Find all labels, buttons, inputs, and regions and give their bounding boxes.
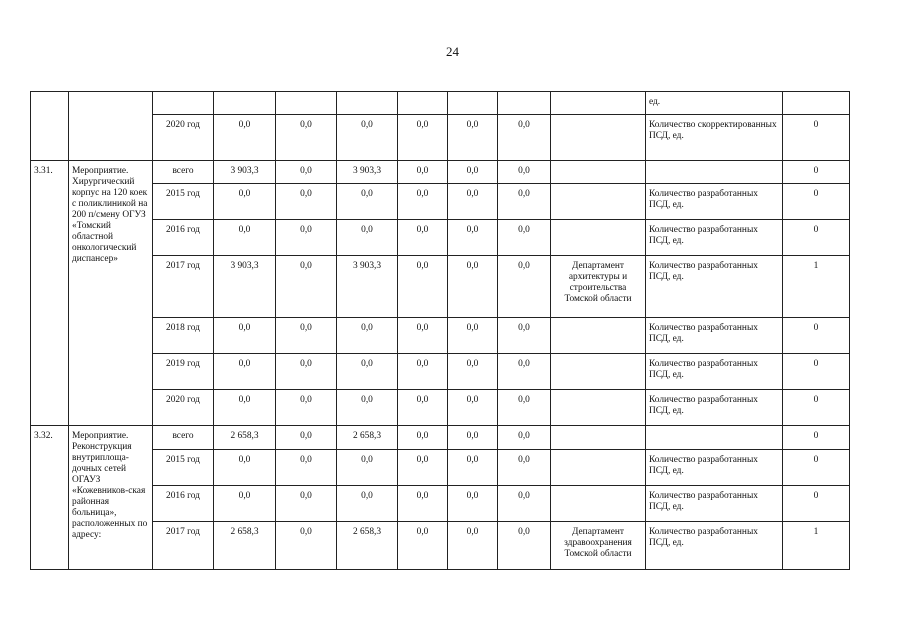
value-cell: 2 658,3 — [214, 522, 276, 570]
value-cell: 3 903,3 — [214, 161, 276, 184]
value-cell: 0,0 — [398, 115, 448, 161]
value-cell: 0,0 — [214, 115, 276, 161]
value-cell: 0,0 — [398, 184, 448, 220]
year-cell: 2016 год — [153, 220, 214, 256]
value-cell: 0,0 — [214, 354, 276, 390]
value-cell: 0,0 — [498, 318, 551, 354]
value-cell: 0,0 — [498, 354, 551, 390]
value-cell: 0,0 — [448, 354, 498, 390]
indicator-cell: Количество скорректированных ПСД, ед. — [646, 115, 783, 161]
value-cell: 0,0 — [448, 184, 498, 220]
value-cell: 0,0 — [276, 486, 337, 522]
value-cell: 0,0 — [214, 220, 276, 256]
table-row — [31, 92, 850, 115]
target-cell: 0 — [783, 220, 850, 256]
value-cell: 0,0 — [337, 354, 398, 390]
value-cell: 0,0 — [498, 256, 551, 318]
section-title: Мероприятие. Реконструкция внутриплоща-дочных сетей ОГАУЗ «Кожевников-ская районная больница», расположенных по адресу: — [69, 426, 153, 570]
value-cell: 0,0 — [498, 522, 551, 570]
value-cell: 0,0 — [398, 390, 448, 426]
table-row — [31, 450, 850, 486]
value-cell: 0,0 — [448, 161, 498, 184]
value-cell: 0,0 — [398, 354, 448, 390]
value-cell: 0,0 — [498, 450, 551, 486]
value-cell: 0,0 — [398, 161, 448, 184]
value-cell: 0,0 — [276, 256, 337, 318]
value-cell: 0,0 — [276, 354, 337, 390]
year-cell: 2020 год — [153, 390, 214, 426]
year-cell: 2015 год — [153, 184, 214, 220]
year-cell: всего — [153, 426, 214, 450]
value-cell: 3 903,3 — [337, 161, 398, 184]
table-row — [31, 115, 850, 161]
executor-cell — [551, 161, 646, 184]
value-cell: 0,0 — [214, 184, 276, 220]
value-cell: 0,0 — [498, 184, 551, 220]
indicator-cell: Количество разработанных ПСД, ед. — [646, 318, 783, 354]
value-cell: 0,0 — [337, 486, 398, 522]
target-cell: 0 — [783, 486, 850, 522]
value-cell: 0,0 — [448, 220, 498, 256]
indicator-cell: Количество разработанных ПСД, ед. — [646, 486, 783, 522]
year-cell: 2017 год — [153, 256, 214, 318]
value-cell: 0,0 — [398, 318, 448, 354]
table-body — [31, 92, 850, 570]
year-cell: 2017 год — [153, 522, 214, 570]
value-cell: 0,0 — [276, 184, 337, 220]
year-cell: 2016 год — [153, 486, 214, 522]
target-cell: 0 — [783, 450, 850, 486]
value-cell: 2 658,3 — [337, 426, 398, 450]
value-cell: 0,0 — [337, 318, 398, 354]
target-cell: 0 — [783, 354, 850, 390]
value-cell: 0,0 — [276, 220, 337, 256]
year-cell: 2019 год — [153, 354, 214, 390]
value-cell: 0,0 — [398, 522, 448, 570]
target-cell: 0 — [783, 115, 850, 161]
value-cell: 3 903,3 — [214, 256, 276, 318]
value-cell: 0,0 — [498, 486, 551, 522]
value-cell: 0,0 — [337, 115, 398, 161]
table-row — [31, 318, 850, 354]
target-cell: 0 — [783, 318, 850, 354]
table-row — [31, 522, 850, 570]
value-cell: 0,0 — [398, 450, 448, 486]
value-cell: 0,0 — [448, 390, 498, 426]
executor-cell — [551, 390, 646, 426]
indicator-cell: Количество разработанных ПСД, ед. — [646, 354, 783, 390]
value-cell: 0,0 — [448, 522, 498, 570]
executor-cell — [551, 426, 646, 450]
value-cell: 0,0 — [276, 522, 337, 570]
value-cell: 0,0 — [276, 450, 337, 486]
year-cell: 2015 год — [153, 450, 214, 486]
value-cell: 0,0 — [498, 220, 551, 256]
executor-cell — [551, 354, 646, 390]
value-cell: 0,0 — [398, 486, 448, 522]
value-cell: 0,0 — [398, 220, 448, 256]
indicator-cell — [646, 426, 783, 450]
continued-number-cell — [31, 92, 69, 161]
page-number: 24 — [446, 44, 459, 59]
value-cell: 0,0 — [448, 256, 498, 318]
value-cell: 0,0 — [398, 426, 448, 450]
value-cell: 0,0 — [498, 390, 551, 426]
table-row — [31, 390, 850, 426]
executor-cell: Департамент здравоохранения Томской области — [551, 522, 646, 570]
indicator-cell: Количество разработанных ПСД, ед. — [646, 220, 783, 256]
indicator-cell — [646, 161, 783, 184]
program-table — [30, 91, 850, 570]
value-cell: 0,0 — [276, 426, 337, 450]
value-cell: 0,0 — [448, 115, 498, 161]
year-cell: всего — [153, 161, 214, 184]
table-row — [31, 256, 850, 318]
value-cell: 3 903,3 — [337, 256, 398, 318]
target-cell: 1 — [783, 256, 850, 318]
value-cell: 0,0 — [448, 318, 498, 354]
value-cell: 0,0 — [337, 184, 398, 220]
indicator-cell: Количество разработанных ПСД, ед. — [646, 184, 783, 220]
table-row — [31, 220, 850, 256]
continued-title-cell — [69, 92, 153, 161]
table-row — [31, 426, 850, 450]
indicator-cell: Количество разработанных ПСД, ед. — [646, 390, 783, 426]
indicator-cell: ед. — [646, 92, 783, 115]
target-cell: 0 — [783, 161, 850, 184]
table-row — [31, 486, 850, 522]
target-cell: 0 — [783, 184, 850, 220]
table-row — [31, 161, 850, 184]
value-cell: 0,0 — [276, 161, 337, 184]
year-cell: 2018 год — [153, 318, 214, 354]
indicator-cell: Количество разработанных ПСД, ед. — [646, 522, 783, 570]
value-cell: 2 658,3 — [337, 522, 398, 570]
section-number: 3.31. — [31, 161, 69, 426]
value-cell: 0,0 — [337, 220, 398, 256]
value-cell: 0,0 — [276, 115, 337, 161]
executor-cell: Департамент архитектуры и строительства Томской области — [551, 256, 646, 318]
target-cell: 0 — [783, 390, 850, 426]
table-row — [31, 184, 850, 220]
section-number: 3.32. — [31, 426, 69, 570]
value-cell: 0,0 — [448, 450, 498, 486]
indicator-cell: Количество разработанных ПСД, ед. — [646, 450, 783, 486]
table-row — [31, 354, 850, 390]
executor-cell — [551, 318, 646, 354]
value-cell: 0,0 — [337, 390, 398, 426]
value-cell: 0,0 — [214, 318, 276, 354]
indicator-cell: Количество разработанных ПСД, ед. — [646, 256, 783, 318]
value-cell: 0,0 — [448, 486, 498, 522]
value-cell: 0,0 — [214, 486, 276, 522]
executor-cell — [551, 184, 646, 220]
value-cell: 0,0 — [498, 161, 551, 184]
value-cell: 0,0 — [276, 318, 337, 354]
value-cell: 0,0 — [214, 390, 276, 426]
value-cell: 2 658,3 — [214, 426, 276, 450]
value-cell: 0,0 — [498, 115, 551, 161]
value-cell: 0,0 — [448, 426, 498, 450]
target-cell: 1 — [783, 522, 850, 570]
value-cell: 0,0 — [214, 450, 276, 486]
year-cell: 2020 год — [153, 115, 214, 161]
executor-cell — [551, 115, 646, 161]
executor-cell — [551, 220, 646, 256]
executor-cell — [551, 486, 646, 522]
value-cell: 0,0 — [398, 256, 448, 318]
section-title: Мероприятие. Хирургический корпус на 120 коек с поликлиникой на 200 п/смену ОГУЗ «Томский областной онкологический диспансер» — [69, 161, 153, 426]
executor-cell — [551, 450, 646, 486]
target-cell: 0 — [783, 426, 850, 450]
value-cell: 0,0 — [337, 450, 398, 486]
value-cell: 0,0 — [276, 390, 337, 426]
value-cell: 0,0 — [498, 426, 551, 450]
